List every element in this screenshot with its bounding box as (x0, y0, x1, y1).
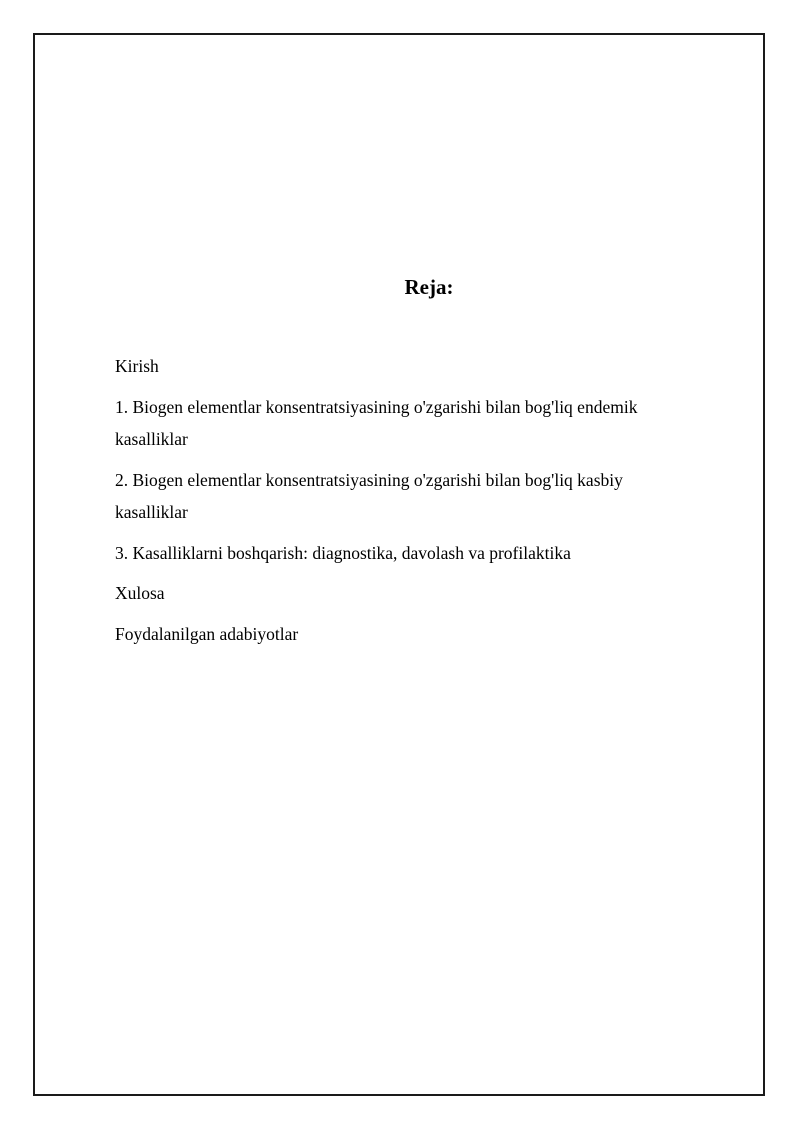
toc-item-2: 2. Biogen elementlar konsentratsiyasining o'zgarishi bilan bog'liq kasbiy kasalliklar (115, 469, 623, 522)
toc-item-references: Foydalanilgan adabiyotlar (115, 623, 299, 644)
page-title: Reja: (404, 275, 454, 299)
toc-item-conclusion: Xulosa (115, 583, 165, 603)
table-of-contents (115, 350, 695, 658)
toc-item-intro: Kirish (115, 356, 159, 376)
toc-item-3: 3. Kasalliklarni boshqarish: diagnostika, davolash va profilaktika (115, 542, 571, 563)
toc-item-1: 1. Biogen elementlar konsentratsiyasining o'zgarishi bilan bog'liq endemik kasalliklar (115, 396, 638, 449)
